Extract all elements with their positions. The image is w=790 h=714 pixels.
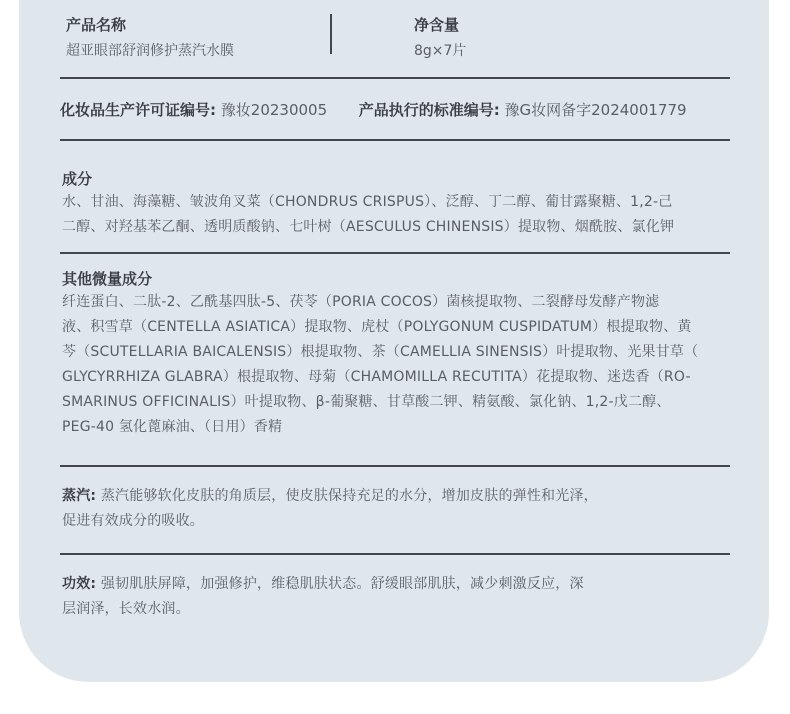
steam-text: 蒸汽能够软化皮肤的角质层，使皮肤保持充足的水分，增加皮肤的弹性和光泽， [100, 488, 598, 504]
divider-line [60, 139, 730, 141]
steam-label: 蒸汽: [62, 488, 97, 504]
net-content-value: 8g×7片 [414, 43, 467, 59]
standard-label: 产品执行的标准编号: [358, 101, 500, 119]
ingredients-text [62, 190, 674, 240]
product-name-value: 超亚眼部舒润修护蒸汽水膜 [66, 43, 234, 59]
effect-text: 强韧肌肤屏障，加强修护，维稳肌肤状态。舒缓眼部肌肤，减少刺激反应，深 [100, 576, 584, 592]
trace-ingredients-line: PEG-40 氢化蓖麻油、（日用）香精 [62, 419, 283, 435]
product-name-label: 产品名称 [66, 16, 127, 34]
standard-value: 豫G妆网备字2024001779 [504, 101, 687, 119]
trace-ingredients-line: 芩（SCUTELLARIA BAICALENSIS）根提取物、茶（CAMELLIA SINENSIS）叶提取物、光果甘草（ [62, 344, 699, 360]
effect-label: 功效: [62, 576, 97, 592]
trace-ingredients-line: SMARINUS OFFICINALIS）叶提取物、β-葡聚糖、甘草酸二钾、精氨酸、氯化钠、1,2-戊二醇、 [62, 394, 671, 410]
effect-text: 层润泽，长效水润。 [62, 601, 190, 617]
ingredients-line: 水、甘油、海藻糖、皱波角叉菜（CHONDRUS CRISPUS）、泛醇、丁二醇、葡甘露聚糖、1,2-己 [62, 194, 673, 210]
net-content-label: 净含量 [414, 16, 460, 34]
steam-section [62, 484, 598, 534]
permit-value: 豫妆20230005 [220, 101, 328, 119]
ingredients-title: 成分 [62, 170, 93, 188]
steam-text: 促进有效成分的吸收。 [62, 513, 204, 529]
permit-label: 化妆品生产许可证编号: [60, 101, 216, 119]
divider-line [60, 77, 730, 79]
divider-line [60, 252, 730, 254]
divider-line [60, 465, 730, 467]
trace-ingredients-text [62, 290, 698, 440]
trace-ingredients-line: 液、积雪草（CENTELLA ASIATICA）提取物、虎杖（POLYGONUM CUSPIDATUM）根提取物、黄 [62, 319, 692, 335]
ingredients-line: 二醇、对羟基苯乙酮、透明质酸钠、七叶树（AESCULUS CHINENSIS）提取物、烟酰胺、氯化钾 [62, 219, 675, 235]
effect-section [62, 572, 584, 622]
trace-ingredients-line: GLYCYRRHIZA GLABRA）根提取物、母菊（CHAMOMILLA RECUTITA）花提取物、迷迭香（RO- [62, 369, 691, 385]
trace-ingredients-title: 其他微量成分 [62, 270, 153, 288]
divider-line [60, 553, 730, 555]
trace-ingredients-line: 纤连蛋白、二肽-2、乙酰基四肽-5、茯苓（PORIA COCOS）菌核提取物、二裂酵母发酵产物滤 [62, 294, 660, 310]
license-row [60, 99, 687, 120]
column-divider [330, 14, 332, 54]
